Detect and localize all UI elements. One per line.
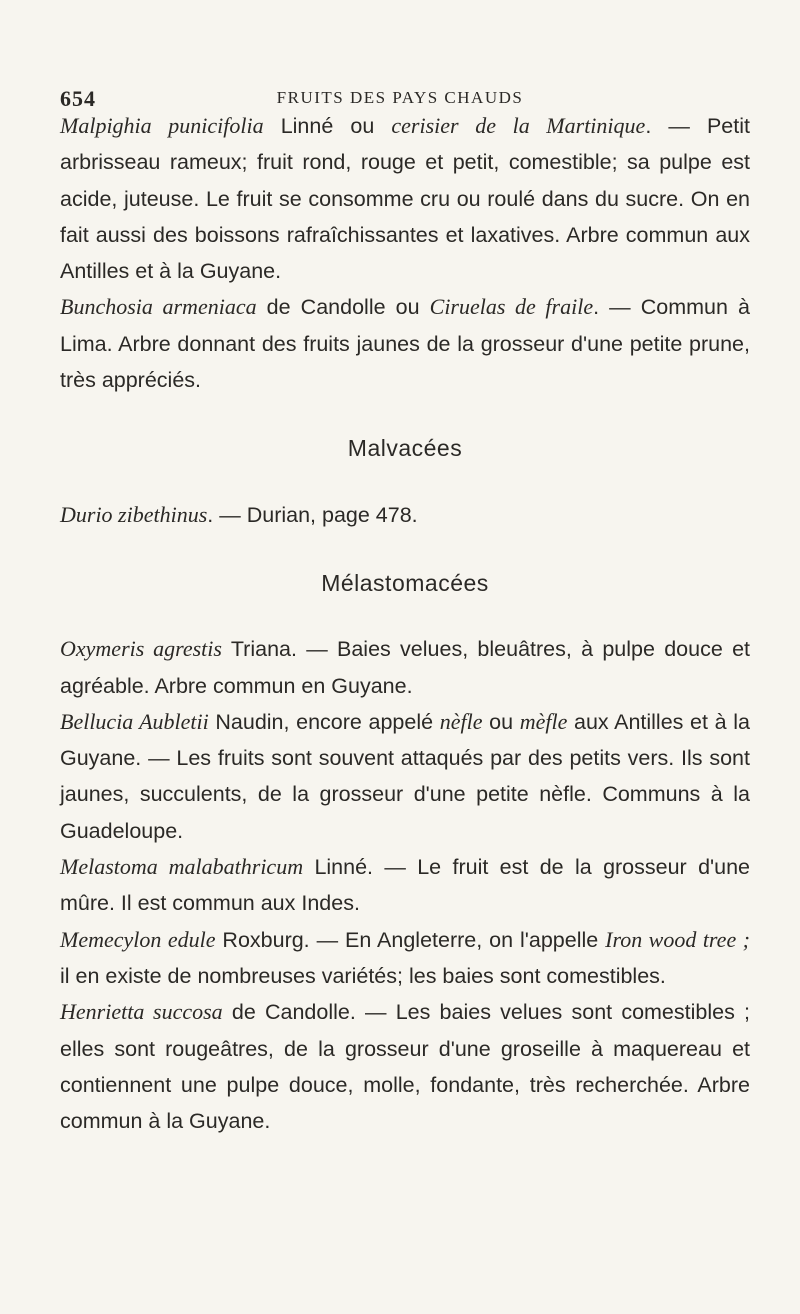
entry-durio [60,497,750,533]
entry-text: Triana. — Baies velues, bleuâtres, à pulpe douce et agréable. Arbre commun en Guyane. [60,637,750,698]
alt-name: nèfle [439,708,483,734]
entry-text: aux Antilles et à la Guyane. — Les fruits sont souvent attaqués par des petits vers. Ils sont jaunes, succulents, de la grosseur d'une petite nèfle. Communs à la Guadeloupe. [60,709,750,843]
species-name: Bellucia Aubletii [60,708,209,734]
page-number: 654 [60,86,96,111]
section-title-malvacees: Malvacées [347,435,463,462]
species-name: Memecylon edule [60,926,216,952]
species-name: Bunchosia armeniaca [60,294,257,320]
entry-text: il en existe de nombreuses variétés; les baies sont comestibles. [60,963,666,988]
entry-text: Roxburg. — En Angleterre, on l'appelle [215,927,606,952]
entry-henrietta [60,994,750,1139]
entry-text: . — Petit arbrisseau rameux; fruit rond, rouge et petit, comestible; sa pulpe est acide, juteuse. Le fruit se consomme cru ou roulé dans du sucre. On en fait aussi des boissons rafraîchissantes et laxatives. Arbre commun aux Antilles et à la Guyane. [60,114,750,284]
alt-name: mèfle [519,708,568,734]
entry-text: . — Commun à Lima. Arbre donnant des fruits jaunes de la grosseur d'une petite prune, très appréciés. [60,295,751,393]
entry-memecylon [60,922,750,995]
entry-text: Linné. — Le fruit est de la grosseur d'une mûre. Il est commun aux Indes. [60,855,751,916]
entry-text: de Candolle. — Les baies velues sont comestibles ; elles sont rougeâtres, de la grosseur d'une groseille à maquereau et contiennent une pulpe douce, molle, fondante, très recherchée. Arbre commun à la Guyane. [60,1000,750,1134]
entry-text: . — Durian, page 478. [207,502,418,527]
author: Linné ou [263,114,392,138]
species-name: Oxymeris agrestis [60,636,222,662]
author: de Candolle ou [256,295,430,320]
alt-name: Ciruelas de fraile [429,294,594,320]
entry-oxymeris [60,631,750,704]
alt-name: Iron wood tree ; [605,926,750,952]
entry-bunchosia [60,289,750,398]
running-title: FRUITS DES PAYS CHAUDS [276,88,524,107]
entry-melastoma [60,849,750,922]
entry-bellucia [60,704,750,849]
entry-text: Naudin, encore appelé [208,709,440,734]
body-text [60,108,750,1139]
species-name: Henrietta succosa [60,999,223,1025]
entry-text: ou [482,709,520,734]
species-name: Melastoma malabathricum [60,854,304,880]
section-title-melastomacees: Mélastomacées [321,569,489,596]
species-name: Malpighia punicifolia [60,113,264,138]
entry-malpighia [60,108,750,289]
species-name: Durio zibethinus [60,501,208,527]
alt-name: cerisier de la Martinique [391,113,646,138]
